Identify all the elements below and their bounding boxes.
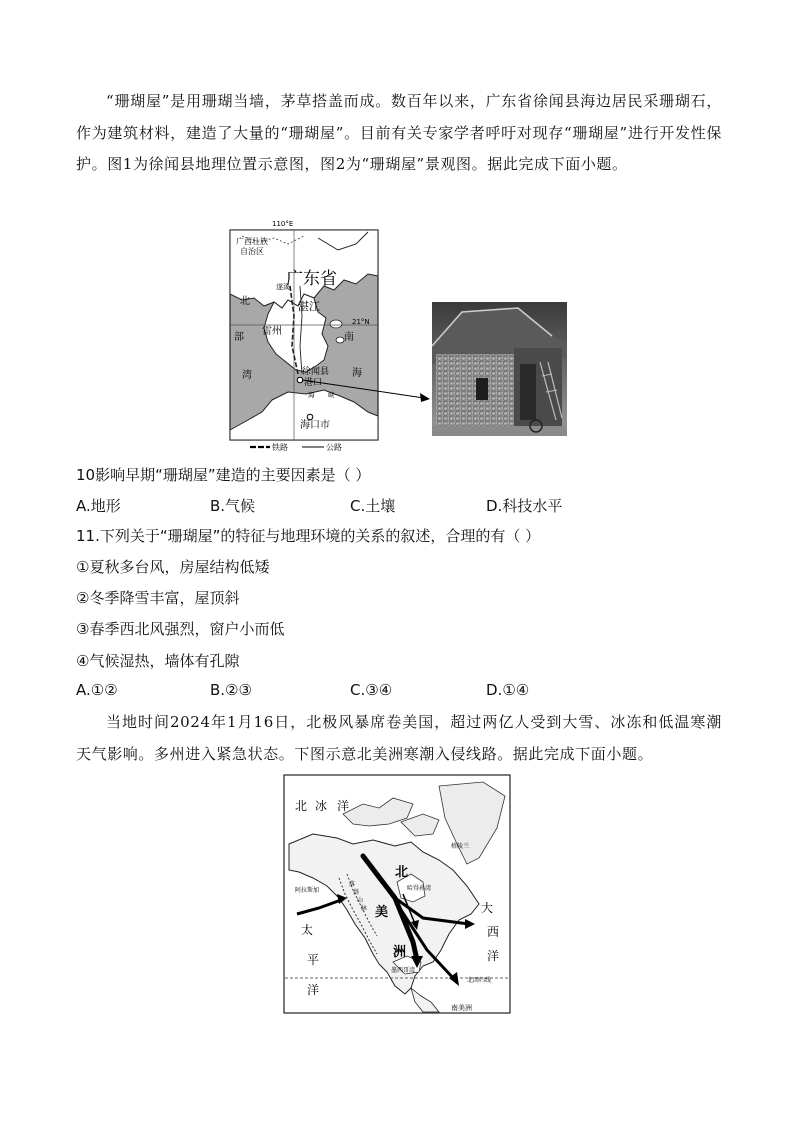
q11-item-4: ④气候湿热，墙体有孔隙 [76,652,240,670]
label-gulf-3: 湾 [242,370,252,381]
label-strait-2: 峡 [328,391,335,399]
label-hudson: 哈得孙湾 [407,885,432,892]
label-continent-1: 北 [395,865,409,880]
label-tropic: 北回归线 [467,977,492,984]
label-gulf-1: 北 [240,296,250,307]
label-guangdong: 广东省 [286,269,337,289]
label-rockies-2: 基 [353,889,360,896]
label-gulf-2: 部 [234,332,244,343]
q10-option-c[interactable]: C.土壤 [350,497,396,515]
label-leizhou: 雷州 [262,326,282,337]
label-zhanjiang: 湛江 [298,300,320,313]
label-haikou: 海口市 [300,420,330,431]
q11-item-1: ①夏秋多台风，房屋结构低矮 [76,558,270,576]
label-continent-3: 洲 [393,945,407,960]
q11-option-d[interactable]: D.①④ [486,681,530,699]
label-guangxi-1: 广西壮族 [236,237,268,246]
passage-cold-wave: 当地时间2024年1月16日，北极风暴席卷美国，超过两亿人受到大雪、冰冻和低温寒潮天气影响。多州进入紧急状态。下图示意北美洲寒潮入侵线路。据此完成下面小题。 [76,713,722,763]
label-110e: 110°E [272,220,294,228]
q10-option-d[interactable]: D.科技水平 [486,497,563,515]
q11-option-c[interactable]: C.③④ [350,681,393,699]
label-pacific-3: 洋 [307,983,320,997]
q10-option-b[interactable]: B.气候 [210,497,256,515]
label-alaska: 阿拉斯加 [295,887,320,894]
label-atlantic-1: 大 [481,901,494,915]
label-xuwen-2: 港口 [304,378,323,388]
q11-item-2: ②冬季降雪丰富，屋顶斜 [76,589,240,607]
label-21n: 21°N [352,318,370,326]
label-arctic-2: 冰 [315,799,328,813]
label-pacific-2: 平 [307,953,320,967]
q11-option-a[interactable]: A.①② [76,681,118,699]
coral-house-photo [432,302,567,436]
label-arctic-3: 洋 [337,799,350,813]
passage-intro-coral-house: “珊瑚屋”是用珊瑚当墙，茅草搭盖而成。数百年以来，广东省徐闻县海边居民采珊瑚石，作为建筑材料，建造了大量的“珊瑚屋”。目前有关专家学者呼吁对现存“珊瑚屋”进行开发性保护。图1为徐闻县地理位置示意图，图2为“珊瑚屋”景观图。据此完成下面小题。 [76,92,722,173]
label-atlantic-2: 西 [487,925,500,939]
north-america-cold-wave-map [283,774,511,1014]
label-rockies-1: 落 [349,881,356,888]
label-suixi: 遂溪 [276,283,290,291]
xuwen-location-map [228,216,384,454]
q10-option-a[interactable]: A.地形 [76,497,121,515]
label-rockies-3: 山 [357,897,364,904]
label-atlantic-3: 洋 [487,949,500,963]
question-11-stem: 11.下列关于“珊瑚屋”的特征与地理环境的关系的叙述，合理的有（ ） [76,527,541,545]
label-southsea-1: 南 [344,332,354,343]
label-rockies-4: 脉 [361,905,368,912]
legend-railway: 铁路 [272,443,288,452]
q11-item-3: ③春季西北风强烈，窗户小而低 [76,620,285,638]
label-pacific-1: 太 [301,923,314,937]
label-greenland: 格陵兰 [451,843,470,850]
question-10-stem: 10影响早期“珊瑚屋”建造的主要因素是（ ） [76,466,371,484]
label-guangxi-2: 自治区 [240,247,264,256]
q11-option-b[interactable]: B.②③ [210,681,252,699]
label-southsea-2: 海 [352,368,362,379]
label-strait-1: 海 [308,391,315,399]
map-to-photo-arrow [300,370,432,410]
legend-road: 公路 [326,443,342,452]
label-mexico: 墨西哥湾 [391,967,416,974]
label-south-america: 南美洲 [451,1004,472,1012]
label-arctic-1: 北 [295,799,308,813]
label-continent-2: 美 [375,905,389,920]
label-xuwen-1: 徐闻县 [302,367,330,377]
